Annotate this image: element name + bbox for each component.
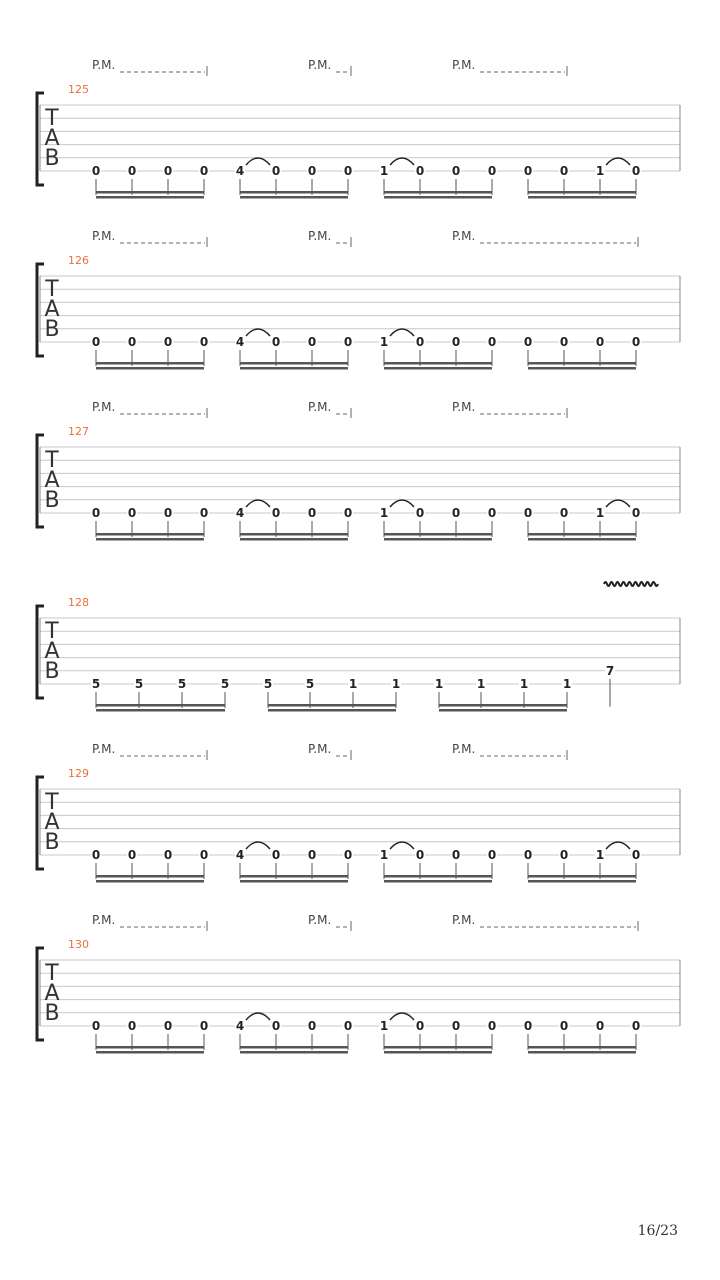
beam-secondary xyxy=(96,367,204,370)
fret-number: 0 xyxy=(631,848,641,862)
slur-arc xyxy=(390,1013,414,1020)
slur-arc xyxy=(606,842,630,849)
fret-number: 0 xyxy=(271,335,281,349)
fret-number: 1 xyxy=(595,848,605,862)
tab-clef-letter: A xyxy=(44,297,60,322)
fret-number: 0 xyxy=(307,335,317,349)
beam-secondary xyxy=(96,880,204,883)
beam-secondary xyxy=(240,367,348,370)
palm-mute-label: P.M. xyxy=(92,742,116,756)
fret-number: 0 xyxy=(451,1019,461,1033)
tab-system xyxy=(37,229,680,370)
fret-number: 0 xyxy=(127,848,137,862)
beam-secondary xyxy=(268,709,396,712)
tab-clef-letter: A xyxy=(44,981,60,1006)
fret-number: 0 xyxy=(163,1019,173,1033)
beam-primary xyxy=(240,1046,348,1049)
slur-arc xyxy=(246,1013,270,1020)
tab-clef-letter: A xyxy=(44,468,60,493)
beam-secondary xyxy=(96,196,204,199)
palm-mute-label: P.M. xyxy=(452,400,476,414)
tab-system xyxy=(37,582,680,712)
beam-secondary xyxy=(240,1051,348,1054)
tab-clef-letter: A xyxy=(44,126,60,151)
beam-primary xyxy=(528,533,636,536)
beam-secondary xyxy=(240,196,348,199)
fret-number: 1 xyxy=(379,506,389,520)
fret-number: 0 xyxy=(523,848,533,862)
fret-number: 1 xyxy=(348,677,358,691)
palm-mute-label: P.M. xyxy=(308,58,332,72)
slur-arc xyxy=(390,329,414,336)
fret-number: 0 xyxy=(199,1019,209,1033)
fret-number: 0 xyxy=(127,1019,137,1033)
fret-number: 4 xyxy=(235,1019,245,1033)
fret-number: 4 xyxy=(235,848,245,862)
slur-arc xyxy=(246,158,270,165)
fret-number: 0 xyxy=(559,848,569,862)
slur-arc xyxy=(390,842,414,849)
fret-number: 1 xyxy=(391,677,401,691)
beam-primary xyxy=(240,533,348,536)
fret-number: 5 xyxy=(305,677,315,691)
beam-secondary xyxy=(528,367,636,370)
fret-number: 0 xyxy=(127,335,137,349)
measure-number: 128 xyxy=(68,596,89,609)
measure-number: 130 xyxy=(68,938,89,951)
fret-number: 0 xyxy=(415,848,425,862)
beam-primary xyxy=(96,533,204,536)
fret-number: 5 xyxy=(177,677,187,691)
beam-secondary xyxy=(384,880,492,883)
beam-primary xyxy=(96,362,204,365)
fret-number: 0 xyxy=(487,164,497,178)
tab-system xyxy=(37,400,680,541)
beam-primary xyxy=(384,362,492,365)
fret-number: 1 xyxy=(562,677,572,691)
slur-arc xyxy=(606,500,630,507)
fret-number: 0 xyxy=(91,506,101,520)
fret-number: 1 xyxy=(595,164,605,178)
fret-number: 0 xyxy=(343,335,353,349)
fret-number: 0 xyxy=(163,164,173,178)
palm-mute-label: P.M. xyxy=(452,58,476,72)
palm-mute-label: P.M. xyxy=(308,229,332,243)
fret-number: 5 xyxy=(91,677,101,691)
fret-number: 0 xyxy=(451,335,461,349)
fret-number: 0 xyxy=(523,1019,533,1033)
beam-secondary xyxy=(528,538,636,541)
fret-number: 0 xyxy=(559,164,569,178)
palm-mute-label: P.M. xyxy=(92,913,116,927)
fret-number: 5 xyxy=(263,677,273,691)
slur-arc xyxy=(246,329,270,336)
palm-mute-label: P.M. xyxy=(92,400,116,414)
beam-primary xyxy=(240,362,348,365)
beam-primary xyxy=(528,1046,636,1049)
beam-secondary xyxy=(240,880,348,883)
fret-number: 0 xyxy=(343,506,353,520)
tab-clef-letter: B xyxy=(44,830,60,855)
measure-number: 126 xyxy=(68,254,89,267)
fret-number: 4 xyxy=(235,164,245,178)
page-number: 16/23 xyxy=(637,1223,678,1239)
palm-mute-label: P.M. xyxy=(308,742,332,756)
tab-clef-letter: A xyxy=(44,810,60,835)
beam-secondary xyxy=(96,709,225,712)
palm-mute-label: P.M. xyxy=(452,742,476,756)
beam-primary xyxy=(96,191,204,194)
tab-clef-letter: B xyxy=(44,488,60,513)
beam-secondary xyxy=(96,538,204,541)
fret-number: 0 xyxy=(307,506,317,520)
fret-number: 0 xyxy=(631,1019,641,1033)
fret-number: 0 xyxy=(91,335,101,349)
tab-clef-letter: T xyxy=(45,106,59,131)
fret-number: 0 xyxy=(451,506,461,520)
fret-number: 0 xyxy=(127,506,137,520)
fret-number: 0 xyxy=(559,335,569,349)
palm-mute-label: P.M. xyxy=(92,58,116,72)
fret-number: 1 xyxy=(519,677,529,691)
fret-number: 1 xyxy=(595,506,605,520)
fret-number: 0 xyxy=(487,335,497,349)
fret-number: 0 xyxy=(343,848,353,862)
tab-clef-letter: T xyxy=(45,961,59,986)
tab-clef-letter: B xyxy=(44,317,60,342)
fret-number: 0 xyxy=(199,335,209,349)
beam-primary xyxy=(268,704,396,707)
beam-secondary xyxy=(384,196,492,199)
fret-number: 0 xyxy=(307,164,317,178)
palm-mute-label: P.M. xyxy=(452,229,476,243)
fret-number: 0 xyxy=(415,164,425,178)
fret-number: 1 xyxy=(379,1019,389,1033)
beam-primary xyxy=(528,875,636,878)
tab-clef-letter: T xyxy=(45,790,59,815)
palm-mute-label: P.M. xyxy=(92,229,116,243)
beam-secondary xyxy=(528,880,636,883)
fret-number: 0 xyxy=(91,1019,101,1033)
fret-number: 5 xyxy=(220,677,230,691)
fret-number: 0 xyxy=(631,506,641,520)
fret-number: 0 xyxy=(487,506,497,520)
fret-number: 0 xyxy=(415,1019,425,1033)
beam-secondary xyxy=(96,1051,204,1054)
measure-number: 125 xyxy=(68,83,89,96)
fret-number: 4 xyxy=(235,506,245,520)
fret-number: 0 xyxy=(451,848,461,862)
beam-secondary xyxy=(384,1051,492,1054)
beam-primary xyxy=(96,875,204,878)
fret-number: 0 xyxy=(415,506,425,520)
tab-system xyxy=(37,58,680,199)
beam-secondary xyxy=(528,196,636,199)
slur-arc xyxy=(246,842,270,849)
tab-clef-letter: T xyxy=(45,619,59,644)
fret-number: 0 xyxy=(559,1019,569,1033)
beam-primary xyxy=(96,1046,204,1049)
fret-number: 0 xyxy=(523,506,533,520)
fret-number: 0 xyxy=(451,164,461,178)
palm-mute-label: P.M. xyxy=(308,400,332,414)
fret-number: 0 xyxy=(271,848,281,862)
beam-secondary xyxy=(384,538,492,541)
fret-number: 0 xyxy=(415,335,425,349)
tab-clef-letter: A xyxy=(44,639,60,664)
measure-number: 129 xyxy=(68,767,89,780)
fret-number: 0 xyxy=(127,164,137,178)
fret-number: 0 xyxy=(271,164,281,178)
fret-number: 0 xyxy=(199,848,209,862)
fret-number: 0 xyxy=(595,1019,605,1033)
fret-number: 0 xyxy=(523,335,533,349)
fret-number: 0 xyxy=(523,164,533,178)
fret-number: 0 xyxy=(343,164,353,178)
tab-clef-letter: B xyxy=(44,146,60,171)
tab-clef-letter: T xyxy=(45,448,59,473)
beam-primary xyxy=(439,704,567,707)
fret-number: 1 xyxy=(379,164,389,178)
slur-arc xyxy=(390,158,414,165)
fret-number: 5 xyxy=(134,677,144,691)
beam-secondary xyxy=(439,709,567,712)
fret-number: 0 xyxy=(163,506,173,520)
beam-secondary xyxy=(528,1051,636,1054)
fret-number: 0 xyxy=(271,1019,281,1033)
fret-number: 0 xyxy=(631,164,641,178)
fret-number: 0 xyxy=(487,1019,497,1033)
fret-number: 1 xyxy=(379,335,389,349)
fret-number: 0 xyxy=(163,335,173,349)
beam-primary xyxy=(96,704,225,707)
tab-clef-letter: B xyxy=(44,659,60,684)
vibrato-icon xyxy=(604,582,658,586)
tab-clef-letter: B xyxy=(44,1001,60,1026)
beam-primary xyxy=(240,875,348,878)
fret-number: 1 xyxy=(434,677,444,691)
fret-number: 0 xyxy=(631,335,641,349)
beam-secondary xyxy=(384,367,492,370)
fret-number: 0 xyxy=(307,848,317,862)
fret-number: 7 xyxy=(605,663,615,678)
fret-number: 0 xyxy=(199,506,209,520)
beam-primary xyxy=(384,533,492,536)
fret-number: 0 xyxy=(343,1019,353,1033)
fret-number: 0 xyxy=(163,848,173,862)
beam-primary xyxy=(384,191,492,194)
fret-number: 0 xyxy=(91,164,101,178)
fret-number: 1 xyxy=(379,848,389,862)
fret-number: 1 xyxy=(476,677,486,691)
fret-number: 0 xyxy=(559,506,569,520)
fret-number: 0 xyxy=(91,848,101,862)
tab-clef-letter: T xyxy=(45,277,59,302)
slur-arc xyxy=(390,500,414,507)
tab-system xyxy=(37,742,680,883)
fret-number: 4 xyxy=(235,335,245,349)
palm-mute-label: P.M. xyxy=(308,913,332,927)
fret-number: 0 xyxy=(199,164,209,178)
fret-number: 0 xyxy=(595,335,605,349)
beam-secondary xyxy=(240,538,348,541)
tab-system xyxy=(37,913,680,1054)
beam-primary xyxy=(528,362,636,365)
beam-primary xyxy=(384,1046,492,1049)
fret-number: 0 xyxy=(307,1019,317,1033)
beam-primary xyxy=(528,191,636,194)
slur-arc xyxy=(606,158,630,165)
fret-number: 0 xyxy=(271,506,281,520)
measure-number: 127 xyxy=(68,425,89,438)
beam-primary xyxy=(384,875,492,878)
beam-primary xyxy=(240,191,348,194)
slur-arc xyxy=(246,500,270,507)
palm-mute-label: P.M. xyxy=(452,913,476,927)
fret-number: 0 xyxy=(487,848,497,862)
